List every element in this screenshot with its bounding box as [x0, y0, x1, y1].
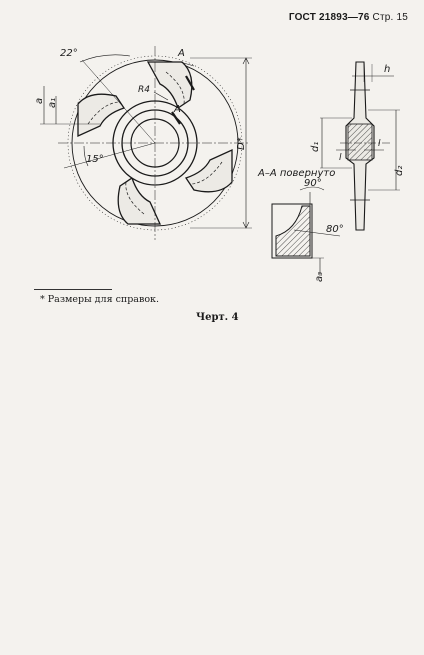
dim-label-l-left: l — [339, 153, 342, 163]
section-label-a-lower: A — [174, 104, 181, 115]
radius-leader — [154, 92, 168, 100]
dim-label-a: a — [34, 97, 45, 104]
angle-label-22: 22° — [60, 48, 78, 59]
page-number: Стр. 15 — [372, 12, 408, 23]
dim-label-d2: d₂ — [394, 165, 405, 176]
angle-label-15: 15° — [86, 154, 104, 165]
dim-label-d1: d₁ — [310, 141, 321, 152]
dim-label-h: h — [384, 64, 391, 75]
side-section-hatch — [348, 124, 372, 160]
radius-label: R4 — [138, 85, 150, 95]
angle-label-80: 80° — [326, 224, 344, 235]
footnote: * Размеры для справок. — [40, 294, 160, 305]
dim-label-l-right: l — [378, 139, 381, 149]
cutter-front-view — [40, 46, 252, 240]
section-hatched-area — [276, 206, 310, 256]
figure-caption: Черт. 4 — [196, 312, 239, 323]
angle-arc-22 — [80, 55, 130, 62]
dim-label-D: D* — [236, 137, 247, 150]
angle-label-90: 90° — [304, 178, 322, 189]
cutter-side-view — [320, 62, 400, 230]
standard-number: ГОСТ 21893—76 — [288, 12, 370, 23]
dim-label-a3: a₃ — [314, 271, 325, 282]
dim-label-a1: a₁ — [47, 97, 58, 108]
section-label-a-top: A — [178, 48, 185, 59]
footnote-rule — [34, 289, 112, 290]
section-title: А–А повернуто — [258, 168, 336, 179]
